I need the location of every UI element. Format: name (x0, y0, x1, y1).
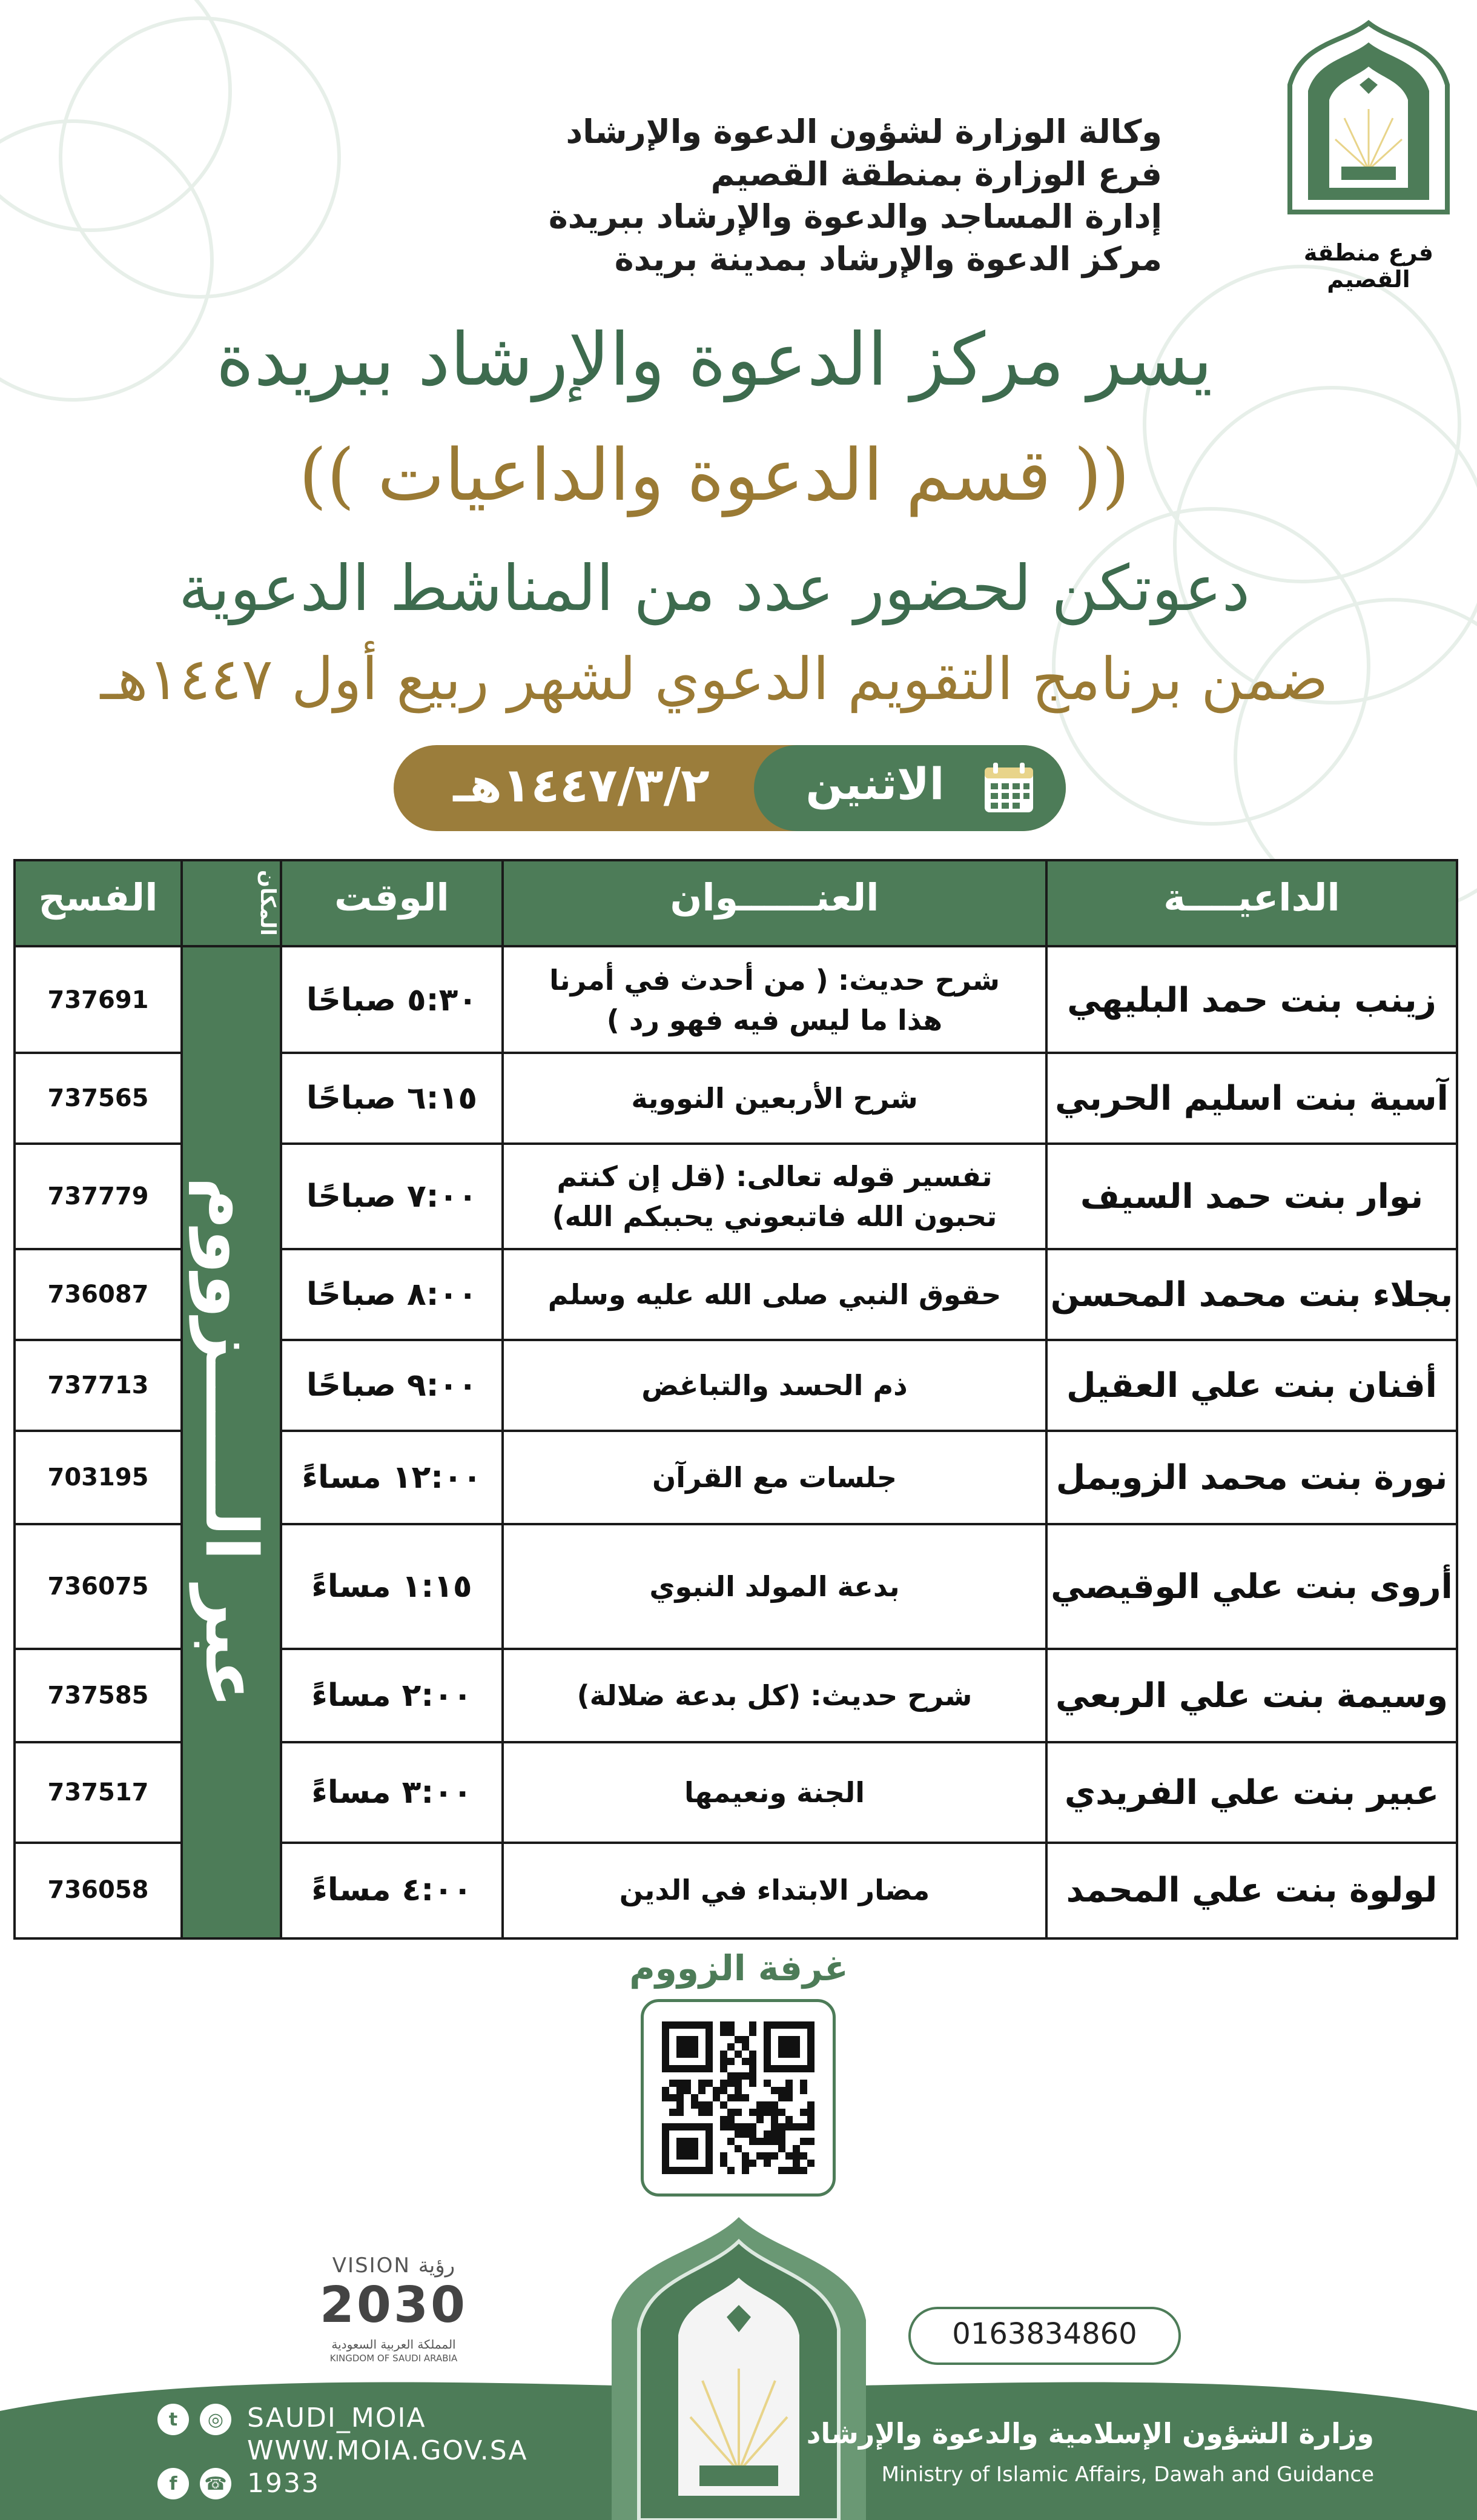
phone-icon[interactable]: ☎ (200, 2468, 231, 2499)
table-cell-title: شرح حديث: (كل بدعة ضلالة) (577, 1679, 973, 1712)
table-cell-title: ذم الحسد والتباغض (641, 1369, 908, 1402)
table-cell-time: ٤:٠٠ مساءً (311, 1872, 472, 1908)
table-cell-pass: 736058 (47, 1876, 149, 1904)
table-cell-speaker: أروى بنت علي الوقيصي (1051, 1567, 1453, 1606)
table-cell-pass: 737517 (47, 1779, 149, 1806)
table-cell-speaker: زينب بنت حمد البليهي (1067, 980, 1436, 1020)
place-value: عبر الــــــزووم (190, 1176, 273, 1708)
header-pass: الفسح (38, 875, 158, 920)
table-cell-title: شرح حديث: ( من أحدث في أمرنا هذا ما ليس فيه فهو رد ) (549, 964, 1000, 1036)
header-line-1: وكالة الوزارة لشؤون الدعوة والإرشاد (566, 113, 1162, 151)
table-cell-time: ٥:٣٠ صباحًا (306, 982, 478, 1018)
table-cell-speaker: لولوة بنت علي المحمد (1066, 1870, 1438, 1910)
table-cell-time: ٧:٠٠ صباحًا (306, 1178, 478, 1215)
qr-label: غرفة الزووم (629, 1948, 848, 1989)
vision-year: 2030 (319, 2276, 468, 2334)
hotline-number[interactable]: 1933 (247, 2468, 320, 2499)
column-divider (180, 859, 183, 1940)
table-cell-pass: 703195 (47, 1464, 149, 1491)
ministry-logo (1278, 18, 1459, 218)
vision-top-text: VISION رؤية (332, 2253, 455, 2278)
table-cell-time: ١:١٥ مساءً (311, 1568, 472, 1605)
table-cell-title: شرح الأربعين النووية (631, 1082, 918, 1115)
table-cell-pass: 737585 (47, 1682, 149, 1709)
table-cell-speaker: أفنان بنت علي العقيل (1066, 1365, 1437, 1405)
header-time: الوقت (334, 875, 449, 920)
table-cell-speaker: عبير بنت علي الفريدي (1064, 1772, 1439, 1812)
twitter-icon[interactable]: t (157, 2404, 189, 2435)
header-speaker: الداعيــــة (1163, 875, 1340, 920)
table-cell-speaker: وسيمة بنت علي الربعي (1055, 1676, 1449, 1716)
table-cell-speaker: نوار بنت حمد السيف (1080, 1176, 1424, 1216)
vision-sub-ar: المملكة العربية السعودية (331, 2337, 456, 2352)
title-line-4: ضمن برنامج التقويم الدعوي لشهر ربيع أول ١٤٤٧هـ (100, 645, 1329, 713)
date-label: ١٤٤٧/٣/٢هـ (453, 758, 710, 813)
header-line-4: مركز الدعوة والإرشاد بمدينة بريدة (614, 240, 1162, 278)
ministry-name-ar: وزارة الشؤون الإسلامية والدعوة والإرشاد (806, 2417, 1374, 2450)
social-handle[interactable]: SAUDI_MOIA (247, 2402, 426, 2433)
table-cell-time: ٣:٠٠ مساءً (311, 1774, 472, 1811)
title-line-2: (( قسم الدعوة والداعيات )) (299, 433, 1130, 517)
table-cell-pass: 737691 (47, 986, 149, 1014)
table-cell-time: ٨:٠٠ صباحًا (306, 1276, 478, 1313)
day-label: الاثنين (805, 758, 945, 809)
table-cell-pass: 737779 (47, 1182, 149, 1210)
header-line-3: إدارة المساجد والدعوة والإرشاد ببريدة (548, 197, 1162, 236)
table-cell-pass: 737565 (47, 1084, 149, 1112)
website-link[interactable]: WWW.MOIA.GOV.SA (247, 2435, 528, 2466)
title-line-3: دعوتكن لحضور عدد من المناشط الدعوية (178, 551, 1250, 625)
table-cell-pass: 737713 (47, 1371, 149, 1399)
table-cell-time: ٦:١٥ صباحًا (306, 1080, 478, 1116)
table-cell-time: ١٢:٠٠ مساءً (302, 1459, 482, 1496)
title-line-1: يسر مركز الدعوة والإرشاد ببريدة (216, 318, 1213, 402)
table-cell-pass: 736087 (47, 1281, 149, 1308)
footer-ministry-logo (600, 2217, 878, 2520)
vision-2030-logo (309, 2253, 478, 2369)
table-cell-speaker: نورة بنت محمد الزويمل (1056, 1457, 1448, 1497)
qr-code-icon[interactable] (662, 2021, 814, 2174)
table-cell-title: الجنة ونعيمها (684, 1776, 865, 1809)
table-cell-pass: 736075 (47, 1573, 149, 1600)
instagram-icon[interactable]: ◎ (200, 2404, 231, 2435)
table-cell-title: حقوق النبي صلى الله عليه وسلم (547, 1278, 1002, 1311)
vision-sub-en: KINGDOM OF SAUDI ARABIA (329, 2353, 458, 2364)
header-line-2: فرع الوزارة بمنطقة القصيم (710, 155, 1162, 193)
phone-number[interactable]: 0163834860 (952, 2317, 1137, 2351)
table-cell-title: بدعة المولد النبوي (649, 1570, 900, 1603)
logo-caption: فرع منطقة القصيم (1303, 239, 1434, 293)
header-place: المكان (256, 869, 280, 936)
header-title: العنــــــوان (670, 875, 879, 920)
table-cell-speaker: بجلاء بنت محمد المحسن (1050, 1275, 1453, 1315)
qr-frame[interactable] (641, 1999, 836, 2197)
table-cell-time: ٩:٠٠ صباحًا (306, 1367, 478, 1404)
calendar-icon (981, 760, 1037, 816)
table-cell-speaker: آسية بنت اسليم الحربي (1055, 1078, 1449, 1118)
facebook-icon[interactable]: f (157, 2468, 189, 2499)
ministry-name-en: Ministry of Islamic Affairs, Dawah and Guidance (881, 2462, 1374, 2487)
table-cell-title: جلسات مع القرآن (652, 1461, 897, 1494)
table-cell-title: تفسير قوله تعالى: (قل إن كنتم تحبون الله فاتبعوني يحببكم الله) (552, 1160, 997, 1233)
table-cell-title: مضار الابتداء في الدين (619, 1874, 930, 1906)
table-cell-time: ٢:٠٠ مساءً (311, 1677, 472, 1714)
